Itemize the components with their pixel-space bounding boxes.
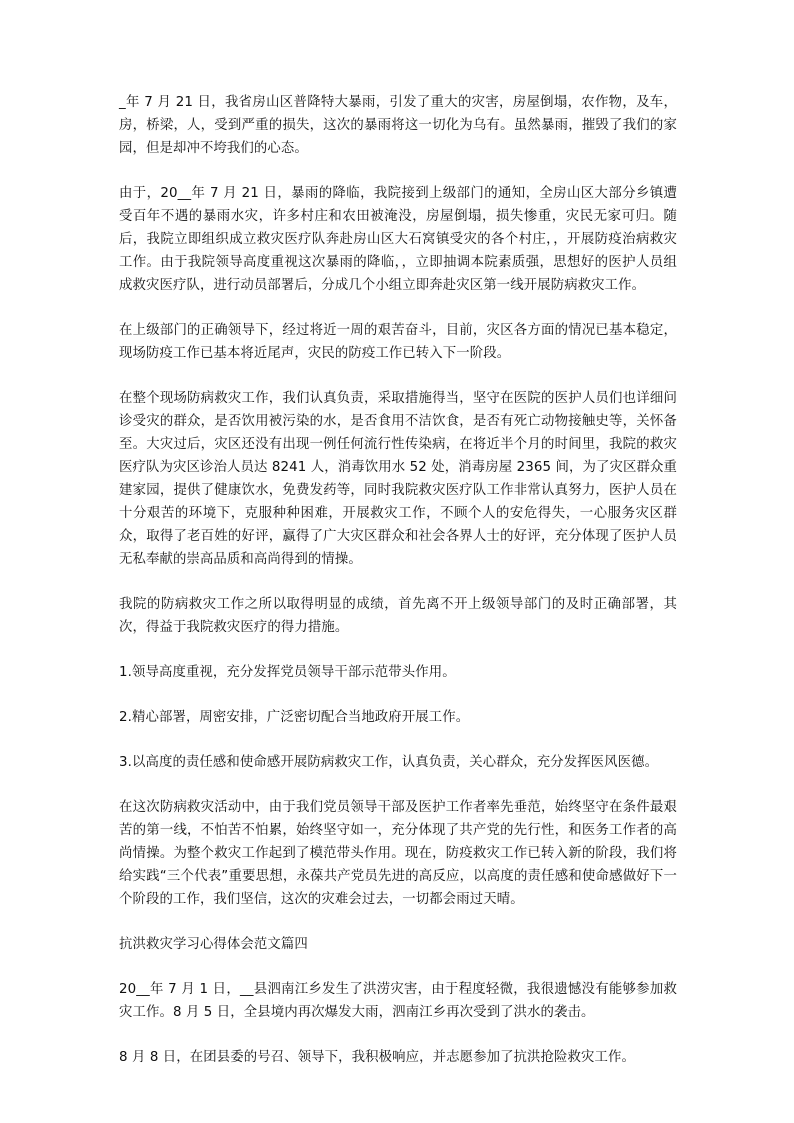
paragraph-6: 在这次防病救灾活动中，由于我们党员领导干部及医护工作者率先垂范，始终坚守在条件最艰苦的第一线，不怕苦不怕累，始终坚守如一，充分体现了共产党的先行性，和医务工作者的高尚情操。为整个救灾工作起到了模范带头作用。现在，防疫救灾工作已转入新的阶段，我们将给实践“三个代表”重要思想，永葆共产党员先进的高反应，以高度的责任感和使命感做好下一个阶段的工作，我们坚信，这次的灾难会过去，一切都会雨过天晴。 xyxy=(119,800,677,907)
list-item-2: 2.精心部署，周密安排，广泛密切配合当地政府开展工作。 xyxy=(119,710,470,725)
paragraph-1: _年 7 月 21 日，我省房山区普降特大暴雨，引发了重大的灾害，房屋倒塌，农作物，及车，房，桥梁，人，受到严重的损失，这次的暴雨将这一切化为乌有。虽然暴雨，摧毁了我们的家园，但是却冲不垮我们的心态。 xyxy=(119,95,677,156)
document-body xyxy=(119,91,677,1091)
paragraph-4: 在整个现场防病救灾工作，我们认真负责，采取措施得当，坚守在医院的医护人员们也详细问诊受灾的群众，是否饮用被污染的水，是否食用不洁饮食，是否有死亡动物接触史等，关怀备至。大灾过后，灾区还没有出现一例任何流行性传染病，在将近半个月的时间里，我院的救灾医疗队为灾区诊治人员达 8241 人，消毒饮用水 52 处，消毒房屋 2365 间，为了灾区群众重建家园，提供了健康饮水，免费发药等，同时我院救灾医疗队工作非常认真努力，医护人员在十分艰苦的环境下，克服种种困难，开展救灾工作，不顾个人的安危得失，一心服务灾区群众，取得了老百姓的好评，赢得了广大灾区群众和社会各界人士的好评，充分体现了医护人员无私奉献的崇高品质和高尚得到的情操。 xyxy=(119,391,677,567)
paragraph-3: 在上级部门的正确领导下，经过将近一周的艰苦奋斗，目前，灾区各方面的情况已基本稳定，现场防疫工作已基本将近尾声，灾民的防疫工作已转入下一阶段。 xyxy=(119,323,677,361)
list-item-1: 1.领导高度重视，充分发挥党员领导干部示范带头作用。 xyxy=(119,665,456,680)
section-heading: 抗洪救灾学习心得体会范文篇四 xyxy=(119,937,308,952)
paragraph-2: 由于，20__年 7 月 21 日，暴雨的降临，我院接到上级部门的通知，全房山区大部分乡镇遭受百年不遇的暴雨水灾，许多村庄和农田被淹没，房屋倒塌，损失惨重，灾民无家可归。随后，我院立即组织成立救灾医疗队奔赴房山区大石窝镇受灾的各个村庄，，开展防疫治病救灾工作。由于我院领导高度重视这次暴雨的降临，，立即抽调本院素质强，思想好的医护人员组成救灾医疗队，进行动员部署后，分成几个小组立即奔赴灾区第一线开展防病救灾工作。 xyxy=(119,186,677,293)
list-item-3: 3.以高度的责任感和使命感开展防病救灾工作，认真负责，关心群众，充分发挥医风医德。 xyxy=(119,755,659,770)
paragraph-5: 我院的防病救灾工作之所以取得明显的成绩，首先离不开上级领导部门的及时正确部署，其次，得益于我院救灾医疗的得力措施。 xyxy=(119,597,677,635)
paragraph-8: 8 月 8 日，在团县委的号召、领导下，我积极响应，并志愿参加了抗洪抢险救灾工作。 xyxy=(119,1050,635,1065)
paragraph-7: 20__年 7 月 1 日，__县泗南江乡发生了洪涝灾害，由于程度轻微，我很遗憾没有能够参加救灾工作。8 月 5 日，全县境内再次爆发大雨，泗南江乡再次受到了洪水的袭击。 xyxy=(119,982,677,1020)
